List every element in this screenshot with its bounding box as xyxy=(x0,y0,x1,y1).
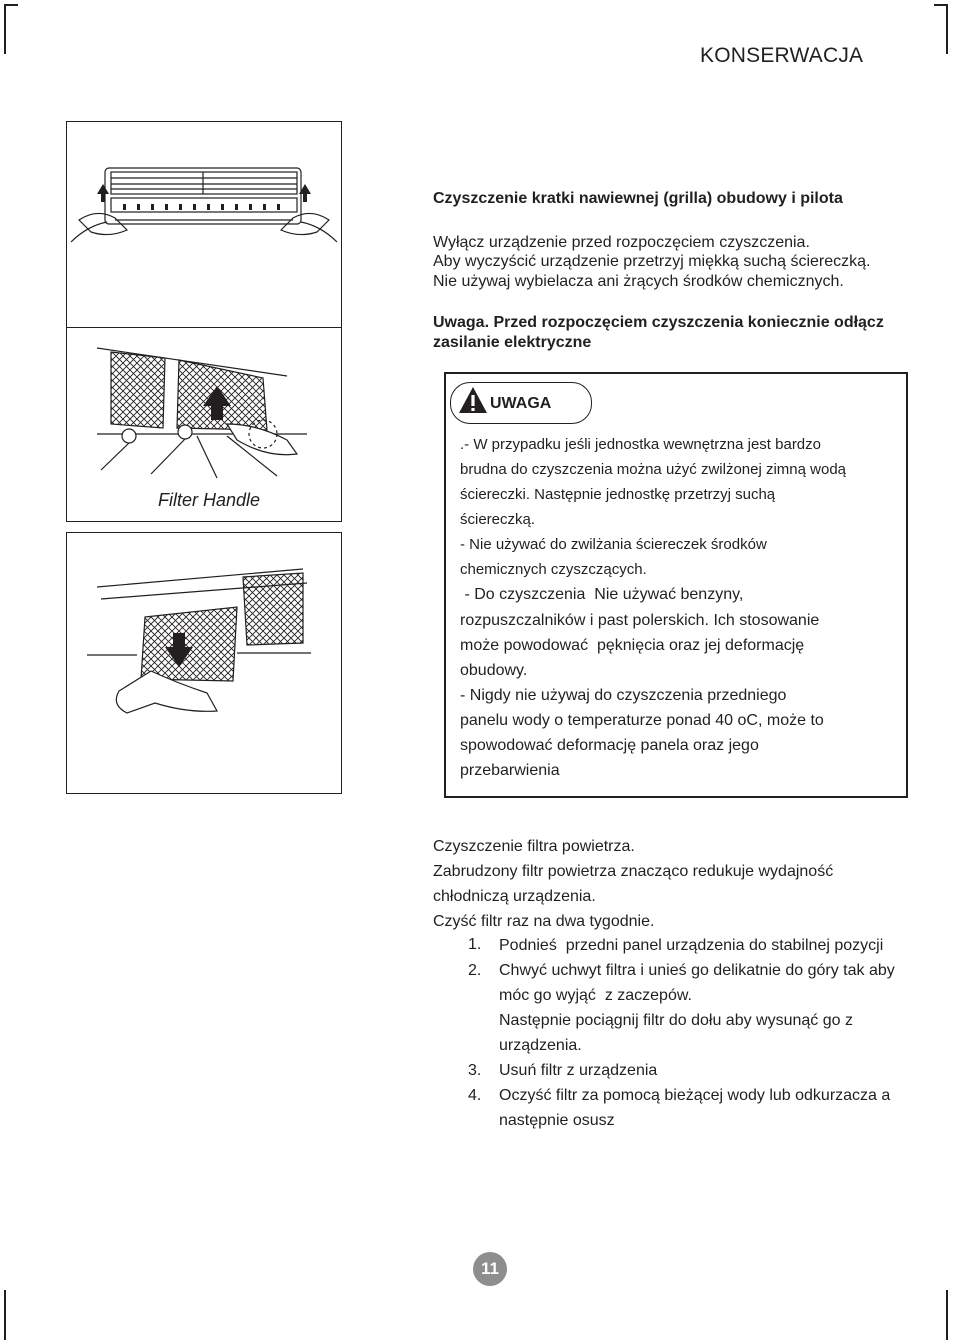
step-number: 4. xyxy=(468,1087,482,1104)
step-text: Podnieś przedni panel urządzenia do stabilnej pozycji xyxy=(499,937,884,954)
step-text: następnie osusz xyxy=(499,1112,615,1129)
warning-line: .- W przypadku jeśli jednostka wewnętrzna jest bardzo xyxy=(460,436,821,453)
warning-triangle-icon xyxy=(458,386,488,414)
step-number: 1. xyxy=(468,936,482,953)
warning-line: ściereczką. xyxy=(460,511,536,528)
step-text: Następnie pociągnij filtr do dołu aby wysunąć go z xyxy=(499,1012,853,1029)
step-number: 2. xyxy=(468,962,482,979)
crop-mark xyxy=(4,1290,6,1340)
page-number-badge: 11 xyxy=(473,1252,507,1286)
filter-cleaning-line: Zabrudzony filtr powietrza znacząco redukuje wydajność xyxy=(433,863,834,880)
crop-mark xyxy=(946,1290,948,1340)
warning-line: - Do czyszczenia Nie używać benzyny, xyxy=(460,586,744,603)
grille-cleaning-line: Nie używaj wybielacza ani żrących środków chemicznych. xyxy=(433,273,844,290)
page-title: KONSERWACJA xyxy=(700,44,864,67)
crop-mark xyxy=(946,4,948,54)
figure-front-panel xyxy=(66,121,342,335)
warning-label: UWAGA xyxy=(490,395,552,412)
step-text: móc go wyjąć z zaczepów. xyxy=(499,987,692,1004)
filter-cleaning-line: Czyszczenie filtra powietrza. xyxy=(433,838,635,855)
warning-line: - Nie używać do zwilżania ściereczek środków xyxy=(460,536,767,553)
step-text: Chwyć uchwyt filtra i unieś go delikatnie do góry tak aby xyxy=(499,962,895,979)
step-text: Oczyść filtr za pomocą bieżącej wody lub odkurzacza a xyxy=(499,1087,891,1104)
power-disconnect-note: Uwaga. Przed rozpoczęciem czyszczenia koniecznie odłącz xyxy=(433,314,884,331)
step-text: urządzenia. xyxy=(499,1037,582,1054)
warning-line: brudna do czyszczenia można użyć zwilżonej zimną wodą xyxy=(460,461,847,478)
crop-mark xyxy=(4,4,6,54)
filter-cleaning-line: Czyść filtr raz na dwa tygodnie. xyxy=(433,913,655,930)
front-panel-illustration xyxy=(67,122,341,334)
warning-line: ściereczki. Następnie jednostkę przetrzyj suchą xyxy=(460,486,776,503)
filter-removal-illustration xyxy=(67,533,341,793)
warning-line: - Nigdy nie używaj do czyszczenia przedniego xyxy=(460,687,787,704)
grille-cleaning-line: Wyłącz urządzenie przed rozpoczęciem czyszczenia. xyxy=(433,234,810,251)
step-number: 3. xyxy=(468,1062,482,1079)
crop-mark xyxy=(4,4,18,6)
warning-line: przebarwienia xyxy=(460,762,560,779)
warning-line: rozpuszczalników i past polerskich. Ich stosowanie xyxy=(460,612,820,629)
warning-line: może powodować pęknięcia oraz jej deformację xyxy=(460,637,805,654)
warning-line: chemicznych czyszczących. xyxy=(460,561,647,578)
filter-handle-caption: Filter Handle xyxy=(158,490,261,510)
figure-filter-removal xyxy=(66,532,342,794)
grille-cleaning-line: Aby wyczyścić urządzenie przetrzyj miękką suchą ściereczką. xyxy=(433,253,871,270)
warning-line: obudowy. xyxy=(460,662,528,679)
warning-line: spowodować deformację panela oraz jego xyxy=(460,737,759,754)
crop-mark xyxy=(934,4,948,6)
warning-line: panelu wody o temperaturze ponad 40 oC, może to xyxy=(460,712,824,729)
power-disconnect-note: zasilanie elektryczne xyxy=(433,334,592,351)
filter-cleaning-line: chłodniczą urządzenia. xyxy=(433,888,596,905)
section-heading-grille-cleaning: Czyszczenie kratki nawiewnej (grilla) obudowy i pilota xyxy=(433,190,843,207)
step-text: Usuń filtr z urządzenia xyxy=(499,1062,658,1079)
